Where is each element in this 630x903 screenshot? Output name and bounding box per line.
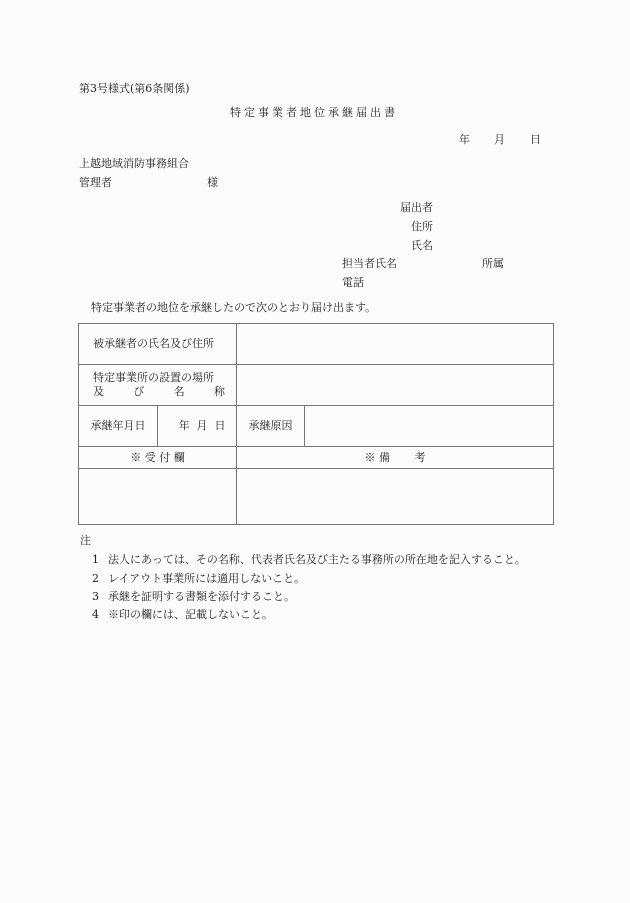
note-text: 承継を証明する書類を添付すること。 [108, 590, 295, 603]
addressee-honorific: 様 [207, 176, 218, 189]
phone-label: 電話 [342, 276, 364, 289]
succession-date-label: 承継年月日 [79, 406, 158, 447]
site-label-char: び [133, 385, 145, 398]
predecessor-row [79, 324, 554, 365]
header-row [79, 447, 554, 469]
note-item [92, 572, 305, 586]
site-row [79, 365, 554, 406]
site-label-char: 名 [173, 385, 185, 398]
remarks-header: ※ 備 考 [237, 447, 554, 469]
date-month: 月 [494, 133, 505, 146]
note-number: 3 [92, 590, 99, 603]
applicant-label: 届出者 [400, 201, 433, 214]
succession-date-field[interactable]: 年 月 日 [158, 406, 237, 447]
site-label-line1: 特定事業所の設置の場所 [93, 371, 214, 384]
statement: 特定事業者の地位を承継したので次のとおり届け出ます。 [91, 301, 377, 314]
remarks-field [237, 469, 554, 525]
reception-field [79, 469, 237, 525]
site-label-char: 及 [93, 385, 104, 398]
date-year: 年 [459, 133, 470, 146]
succession-row [79, 406, 554, 447]
official-use-row [79, 469, 554, 525]
site-label-char: 称 [213, 385, 225, 398]
notes-heading: 注 [80, 534, 91, 547]
succession-form-table [78, 323, 554, 525]
note-number: 1 [92, 553, 99, 566]
note-text: レイアウト事業所には適用しないこと。 [108, 572, 306, 585]
note-item [92, 553, 526, 567]
addressee-role: 管理者 [79, 176, 112, 189]
succession-reason-label: 承継原因 [237, 406, 305, 447]
succession-reason-field[interactable] [305, 406, 554, 447]
applicant-address-label: 住所 [411, 220, 433, 233]
predecessor-label: 被承継者の氏名及び住所 [79, 324, 237, 365]
affiliation-label: 所属 [482, 257, 504, 270]
form-id: 第3号様式(第6条関係) [79, 82, 190, 95]
site-label [79, 365, 237, 406]
note-item [92, 608, 273, 622]
applicant-name-label: 氏名 [411, 239, 433, 252]
predecessor-field[interactable] [237, 324, 554, 365]
note-text: 法人にあっては、その名称、代表者氏名及び主たる事務所の所在地を記入すること。 [108, 553, 526, 566]
document-title: 特定事業者地位承継届出書 [230, 106, 398, 119]
note-item [92, 590, 295, 604]
addressee-organization: 上越地域消防事務組合 [79, 157, 189, 170]
site-field[interactable] [237, 365, 554, 406]
note-number: 4 [92, 608, 99, 621]
note-text: ※印の欄には、記載しないこと。 [108, 608, 273, 621]
note-number: 2 [92, 572, 99, 585]
reception-header: ※ 受 付 欄 [79, 447, 237, 469]
site-label-line2 [93, 385, 225, 399]
contact-name-label: 担当者氏名 [342, 257, 397, 270]
date-day: 日 [530, 133, 541, 146]
